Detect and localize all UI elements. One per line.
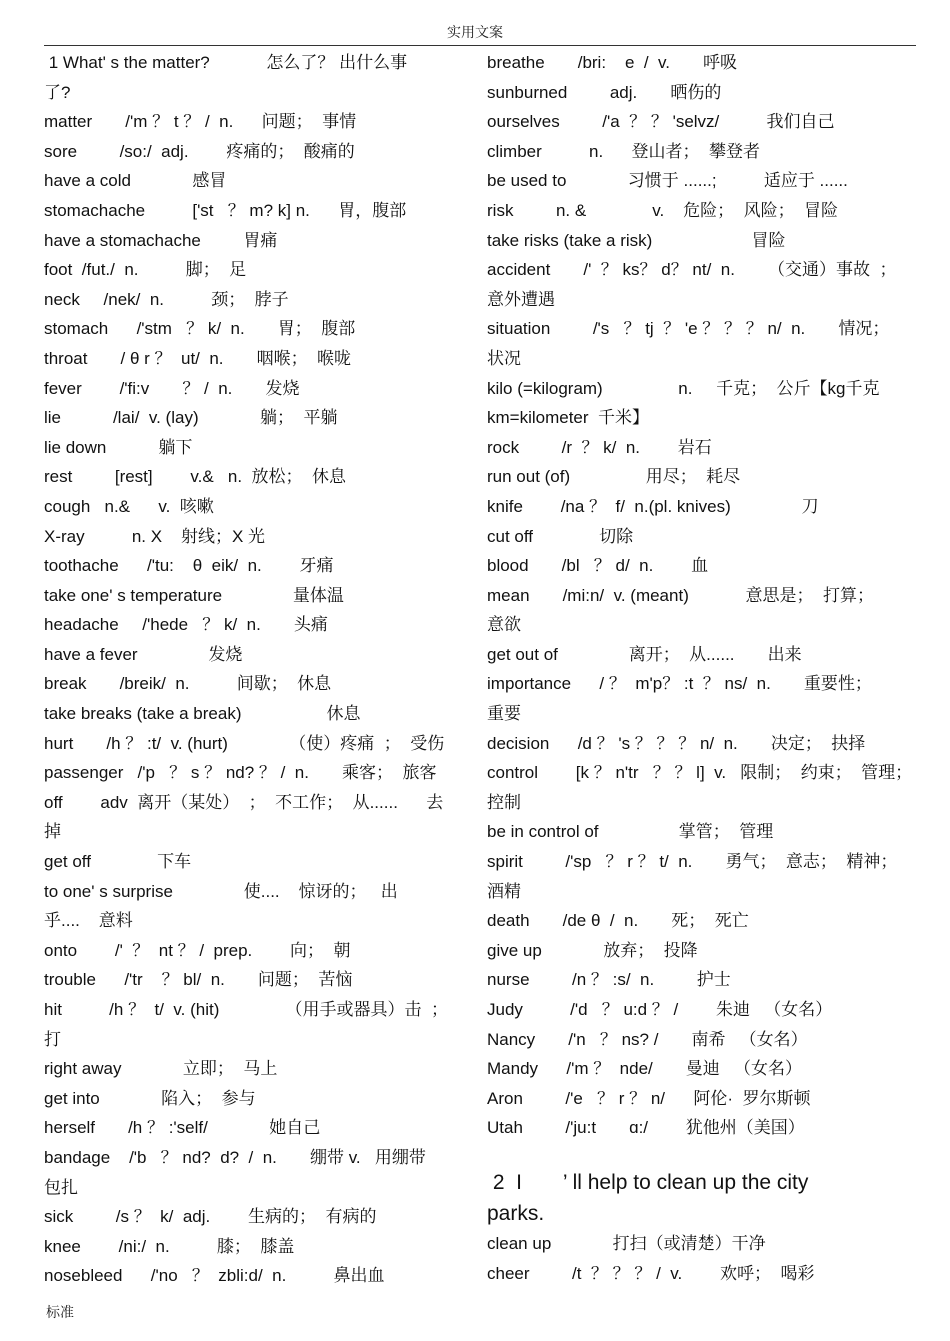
vocab-line: stomach /'stm ？ k/ n. 胃； 腹部 [44,319,356,339]
vocab-line: 1 What' s the matter? 怎么了？ 出什么事 [44,53,408,72]
vocab-line: neck /nek/ n. 颈； 脖子 [44,289,289,309]
vocab-line: X-ray n. X 射线；X 光 [44,526,266,546]
vocab-line: control [k ？ n'tr ？ ？ l] v. 限制； 约束； 管理； [487,763,913,783]
vocab-line: nosebleed /'no ？ zbli:d/ n. 鼻出血 [44,1266,385,1286]
page-footer: 标准 [46,1305,74,1321]
vocab-line: get off 下车 [44,852,192,872]
vocab-line: Aron /'e ？ r ？ n/ 阿伦· 罗尔斯顿 [487,1088,811,1108]
vocab-line: Nancy /'n ？ ns? / 南希 （女名） [487,1029,808,1049]
right-column [487,48,917,1288]
vocab-line: accident /' ？ ks？ d？ nt/ n. （交通）事故 ； [487,260,897,280]
vocab-line: 状况 [487,348,521,368]
vocab-line: knife /na ？ f/ n.(pl. knives) 刀 [487,496,819,516]
vocab-line: stomachache ['st ？ m? k] n. 胃，腹部 [44,200,407,220]
vocab-line: knee /ni:/ n. 膝； 膝盖 [44,1236,295,1256]
vocab-line: off adv 离开（某处） ； 不工作； 从...... 去 [44,792,444,812]
vocab-line: death /de θ / n. 死； 死亡 [487,911,749,931]
vocab-line: toothache /'tu: θ eik/ n. 牙痛 [44,556,334,576]
vocab-line: right away 立即； 马上 [44,1059,278,1079]
vocab-line: 重要 [487,704,521,724]
vocab-line: have a cold 感冒 [44,171,227,191]
vocab-line: cheer /t ？ ？ ？ / v. 欢呼； 喝彩 [487,1263,815,1283]
vocab-line: rest [rest] v.& n. 放松； 休息 [44,467,346,487]
vocab-line: blood /bl ？ d/ n. 血 [487,556,709,576]
section2-entries [487,1229,917,1288]
vocab-line: cough n.& v. 咳嗽 [44,496,214,516]
vocab-line: risk n. & v. 危险； 风险； 冒险 [487,200,839,220]
vocab-line: sore /so:/ adj. 疼痛的； 酸痛的 [44,141,355,161]
vocab-line: Utah /'ju:t ɑ:/ 犹他州（美国） [487,1118,805,1138]
vocab-line: run out (of) 用尽； 耗尽 [487,467,741,487]
vocab-line: lie down 躺下 [44,437,193,457]
vocab-line: 控制 [487,792,521,812]
vocab-line: hurt /h ？ :t/ v. (hurt) （使）疼痛 ； 受伤 [44,733,445,753]
vocab-line: get into 陷入； 参与 [44,1088,256,1108]
vocab-line: mean /mi:n/ v. (meant) 意思是； 打算； [487,585,874,605]
vocab-line: 乎.... 意料 [44,911,133,931]
vocab-line: importance / ？ m'p？ :t ？ ns/ n. 重要性； [487,674,872,694]
vocab-line: nurse /n ？ :s/ n. 护士 [487,970,731,990]
right-column-entries [487,48,917,1143]
vocab-line: have a stomachache 胃痛 [44,230,278,250]
vocab-line: situation /'s ？ tj ？ 'e ？ ？ ？ n/ n. 情况； [487,319,890,339]
vocab-line: rock /r ？ k/ n. 岩石 [487,437,712,457]
vocab-line: 意欲 [487,615,521,635]
vocab-line: be used to 习惯于 ......; 适应于 ...... [487,171,848,191]
page-header: 实用文案 [447,25,503,41]
vocab-line: trouble /'tr ？ bl/ n. 问题； 苦恼 [44,970,353,990]
vocab-line: ourselves /'a ？ ？ 'selvz/ 我们自己 [487,112,835,132]
vocab-line: 掉 [44,822,61,842]
vocab-line: have a fever 发烧 [44,644,243,664]
vocab-line: break /breik/ n. 间歇； 休息 [44,674,332,694]
vocab-line: sunburned adj. 晒伤的 [487,82,722,102]
vocab-line: passenger /'p ？ s ？ nd? ？ / n. 乘客； 旅客 [44,763,437,783]
vocab-line: give up 放弃； 投降 [487,940,698,960]
vocab-line: hit /h ？ t/ v. (hit) （用手或器具）击 ； [44,1000,448,1019]
vocab-line: spirit /'sp ？ r ？ t/ n. 勇气； 意志； 精神； [487,852,898,872]
vocab-line: 意外遭遇 [487,289,555,309]
vocab-line: bandage /'b ？ nd? d? / n. 绷带 v. 用绷带 [44,1147,426,1167]
vocab-line: breathe /bri: e / v. 呼吸 [487,53,738,72]
vocab-line: to one' s surprise 使.... 惊讶的； 出 [44,881,398,901]
section-heading-continued: parks. [487,1201,545,1225]
vocab-line: 包扎 [44,1177,78,1197]
vocab-line: take one' s temperature 量体温 [44,585,344,605]
vocab-line: decision /d ？ 's ？ ？ ？ n/ n. 决定； 抉择 [487,733,866,753]
vocab-line: cut off 切除 [487,526,634,546]
vocab-line: onto /' ？ nt ？ / prep. 向； 朝 [44,940,351,960]
vocab-line: throat / θ r ？ ut/ n. 咽喉； 喉咙 [44,348,352,368]
vocab-line: take breaks (take a break) 休息 [44,704,361,724]
vocab-line: be in control of 掌管； 管理 [487,822,774,842]
vocab-line: Mandy /'m ？ nde/ 曼迪 （女名） [487,1059,802,1079]
left-column [44,48,474,1291]
section-gap [487,1143,917,1167]
vocab-line: 打 [44,1029,61,1049]
header-divider [44,45,916,46]
vocab-line: headache /'hede ？ k/ n. 头痛 [44,615,328,635]
vocab-line: lie /lai/ v. (lay) 躺； 平躺 [44,408,338,428]
vocab-line: take risks (take a risk) 冒险 [487,230,786,250]
vocab-line: Judy /'d ？ u:d ？ / 朱迪 （女名） [487,1000,833,1019]
vocab-line: 酒精 [487,881,521,901]
vocab-line: matter /'m ？ t ？ / n. 问题； 事情 [44,112,357,132]
vocab-line: 了? [44,82,71,102]
vocab-line: get out of 离开； 从...... 出来 [487,644,802,664]
vocab-line: herself /h ？ :'self/ 她自己 [44,1118,321,1138]
vocab-line: sick /s ？ k/ adj. 生病的； 有病的 [44,1207,377,1227]
vocab-line: climber n. 登山者； 攀登者 [487,141,760,161]
vocab-line: clean up 打扫（或清楚）干净 [487,1233,766,1253]
vocab-line: kilo (=kilogram) n. 千克； 公斤【kg千克 [487,378,880,398]
vocab-line: km=kilometer 千米】 [487,408,649,428]
section-heading: 2 I ’ ll help to clean up the city [487,1170,809,1194]
vocab-line: fever /'fi:v ？ / n. 发烧 [44,378,300,398]
vocab-line: foot /fut./ n. 脚； 足 [44,260,247,280]
